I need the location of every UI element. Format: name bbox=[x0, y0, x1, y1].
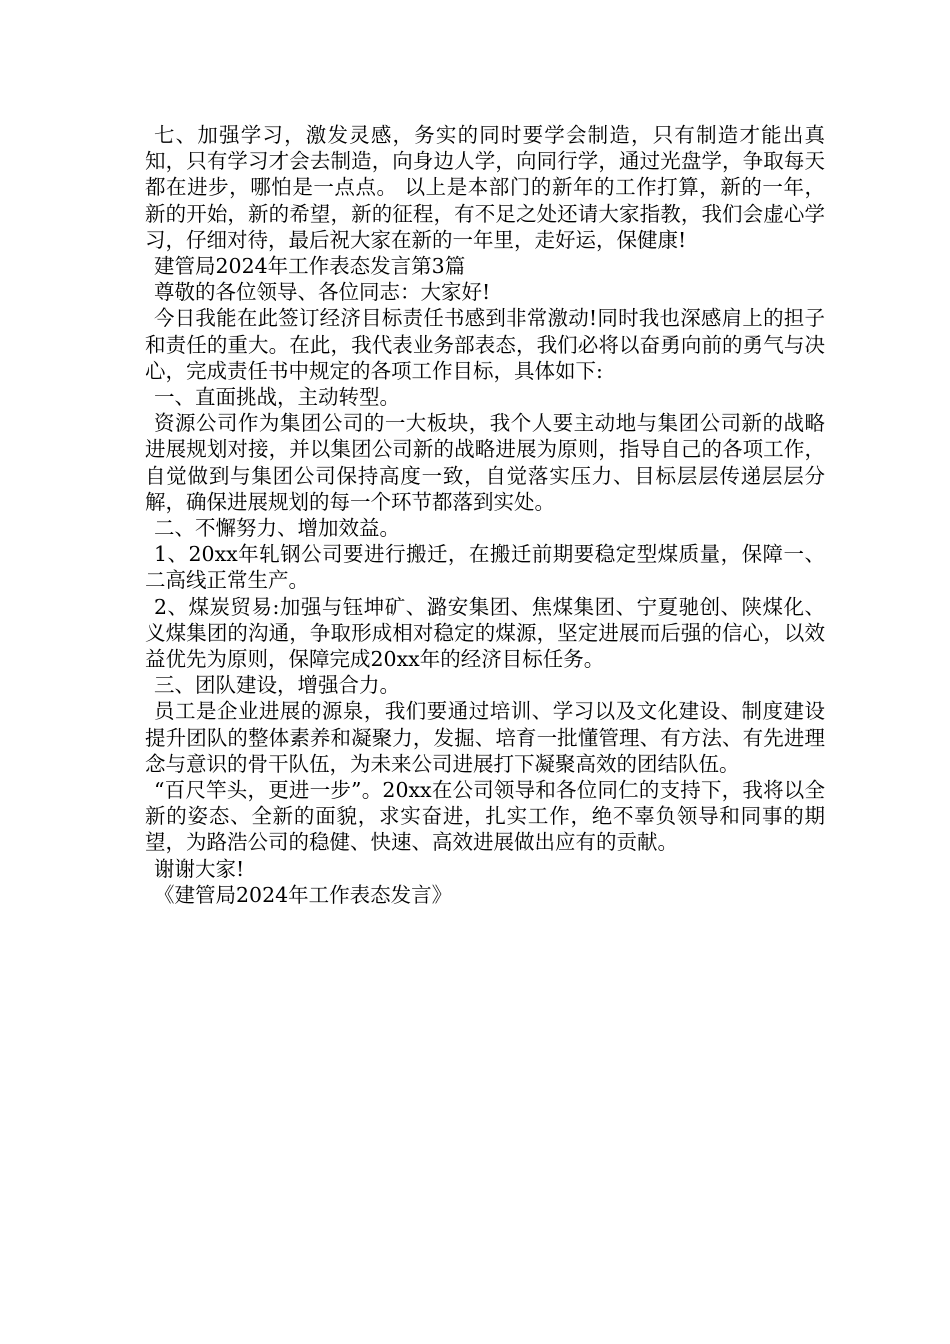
paragraph-intro: 今日我能在此签订经济目标责任书感到非常激动!同时我也深感肩上的担子和责任的重大。在此，我代表业务部表态，我们必将以奋勇向前的勇气与决心，完成责任书中规定的各项工作目标，具体如下: bbox=[145, 306, 825, 383]
paragraph-closing-section-seven: 七、加强学习，激发灵感，务实的同时要学会制造，只有制造才能出真知，只有学习才会去制造，向身边人学，向同行学，通过光盘学，争取每天都在进步，哪怕是一点点。 以上是本部门的新年的工作打算，新的一年，新的开始，新的希望，新的征程，有不足之处还请大家指教，我们会虚心学习，仔细对待，最后祝大家在新的一年里，走好运，保健康! bbox=[145, 123, 825, 252]
list-item-one: 1、20xx年轧钢公司要进行搬迁，在搬迁前期要稳定型煤质量，保障一、二高线正常生产。 bbox=[145, 542, 825, 593]
list-item-two: 2、煤炭贸易:加强与钰坤矿、潞安集团、焦煤集团、宁夏驰创、陕煤化、义煤集团的沟通，争取形成相对稳定的煤源，坚定进展而后强的信心，以效益优先为原则，保障完成20xx年的经济目标任务。 bbox=[145, 594, 825, 672]
document-page bbox=[145, 122, 825, 908]
document-title-footer: 《建管局2024年工作表态发言》 bbox=[154, 882, 453, 907]
paragraph-section-one: 资源公司作为集团公司的一大板块，我个人要主动地与集团公司新的战略进展规划对接，并以集团公司新的战略进展为原则，指导自己的各项工作，自觉做到与集团公司保持高度一致，自觉落实压力、目标层层传递层层分解，确保进展规划的每一个环节都落到实处。 bbox=[145, 411, 825, 514]
section-heading-three: 三、团队建设，增强合力。 bbox=[154, 673, 400, 698]
paragraph-conclusion: “百尺竿头，更进一步”。20xx在公司领导和各位同仁的支持下，我将以全新的姿态、全新的面貌，求实奋进，扎实工作，绝不辜负领导和同事的期望，为路浩公司的稳健、快速、高效进展做出应有的贡献。 bbox=[145, 778, 825, 855]
thanks-line: 谢谢大家! bbox=[154, 856, 245, 881]
section-heading-one: 一、直面挑战，主动转型。 bbox=[154, 385, 400, 410]
paragraph-section-three: 员工是企业进展的源泉，我们要通过培训、学习以及文化建设、制度建设提升团队的整体素养和凝聚力，发掘、培育一批懂管理、有方法、有先进理念与意识的骨干队伍，为未来公司进展打下凝聚高效的团结队伍。 bbox=[145, 699, 825, 776]
section-heading-two: 二、不懈努力、增加效益。 bbox=[154, 516, 400, 541]
salutation: 尊敬的各位领导、各位同志：大家好! bbox=[154, 280, 491, 305]
article-heading: 建管局2024年工作表态发言第3篇 bbox=[154, 254, 466, 279]
